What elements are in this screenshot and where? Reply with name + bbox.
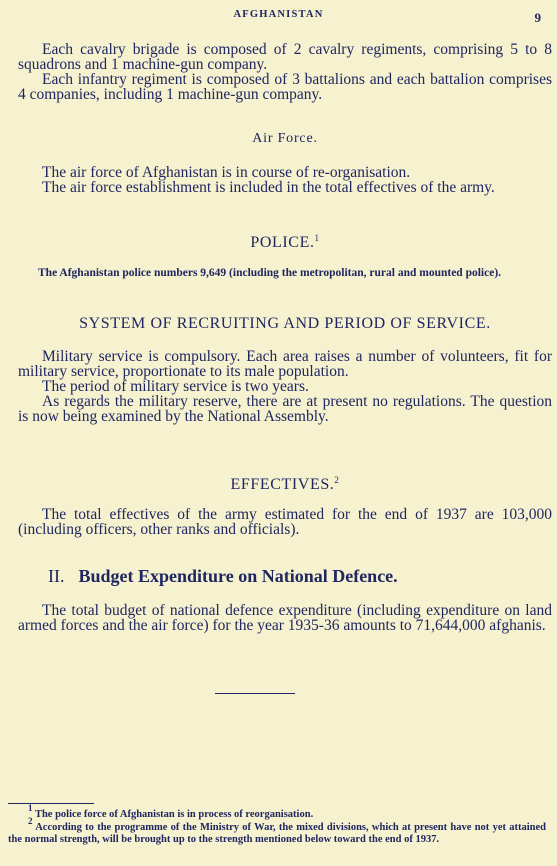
cavalry-paragraph: Each cavalry brigade is composed of 2 cavalry regiments, comprising 5 to 8 squadrons and 1 machine-gun company. bbox=[18, 41, 552, 73]
air-force-block bbox=[18, 165, 552, 195]
budget-section-title bbox=[18, 566, 552, 587]
section-number: II. bbox=[48, 566, 65, 586]
police-paragraph: The Afghanistan police numbers 9,649 (including the metropolitan, rural and mounted police). bbox=[38, 267, 502, 279]
footnote-2: $^2$ According to the programme of the Ministry of War, the mixed divisions, which at present have not yet attained the normal strength, will be brought up to the strength mentioned below toward the end of 1937. bbox=[8, 816, 547, 845]
effectives-paragraph: The total effectives of the army estimated for the end of 1937 are 103,000 (including officers, other ranks and officials). bbox=[18, 506, 552, 538]
running-head: AFGHANISTAN bbox=[233, 9, 324, 20]
recruiting-paragraph-2: The period of military service is two years. bbox=[42, 378, 309, 395]
recruiting-paragraph-3: As regards the military reserve, there are at present no regulations. The question is now being examined by the National Assembly. bbox=[18, 393, 552, 425]
section-divider bbox=[215, 693, 295, 694]
budget-block bbox=[18, 603, 552, 633]
army-organisation-block bbox=[18, 42, 552, 102]
footnote-marker: 2 bbox=[28, 816, 33, 826]
infantry-paragraph: Each infantry regiment is composed of 3 battalions and each battalion comprises 4 companies, including 1 machine-gun company. bbox=[18, 71, 552, 103]
footnote-divider bbox=[8, 803, 94, 804]
police-heading: POLICE.$^1$ bbox=[250, 233, 320, 251]
air-force-paragraph-1: The air force of Afghanistan is in course of re-organisation. bbox=[42, 164, 411, 181]
air-force-paragraph-2: The air force establishment is included in the total effectives of the army. bbox=[42, 179, 495, 196]
footnote-marker: 1 bbox=[28, 803, 33, 813]
footnotes bbox=[8, 803, 547, 846]
footnote-marker: 2 bbox=[334, 475, 340, 485]
recruiting-heading: SYSTEM OF RECRUITING AND PERIOD OF SERVICE. bbox=[79, 315, 491, 332]
effectives-block bbox=[18, 507, 552, 537]
footnote-1: $^1$ The police force of Afghanistan is in process of reorganisation. bbox=[28, 803, 314, 820]
section-title: Budget Expenditure on National Defence. bbox=[78, 566, 398, 586]
budget-paragraph: The total budget of national defence expenditure (including expenditure on land armed forces and the air force) for the year 1935-36 amounts to 71,644,000 afghanis. bbox=[18, 602, 552, 634]
air-force-heading: Air Force. bbox=[252, 131, 318, 146]
police-block bbox=[18, 266, 552, 280]
page-number: 9 bbox=[534, 10, 541, 25]
footnote-marker: 1 bbox=[314, 233, 320, 243]
recruiting-block bbox=[18, 349, 552, 424]
recruiting-paragraph-1: Military service is compulsory. Each area raises a number of volunteers, fit for military service, proportionate to its male population. bbox=[18, 348, 552, 380]
effectives-heading: EFFECTIVES.$^2$ bbox=[230, 475, 340, 493]
